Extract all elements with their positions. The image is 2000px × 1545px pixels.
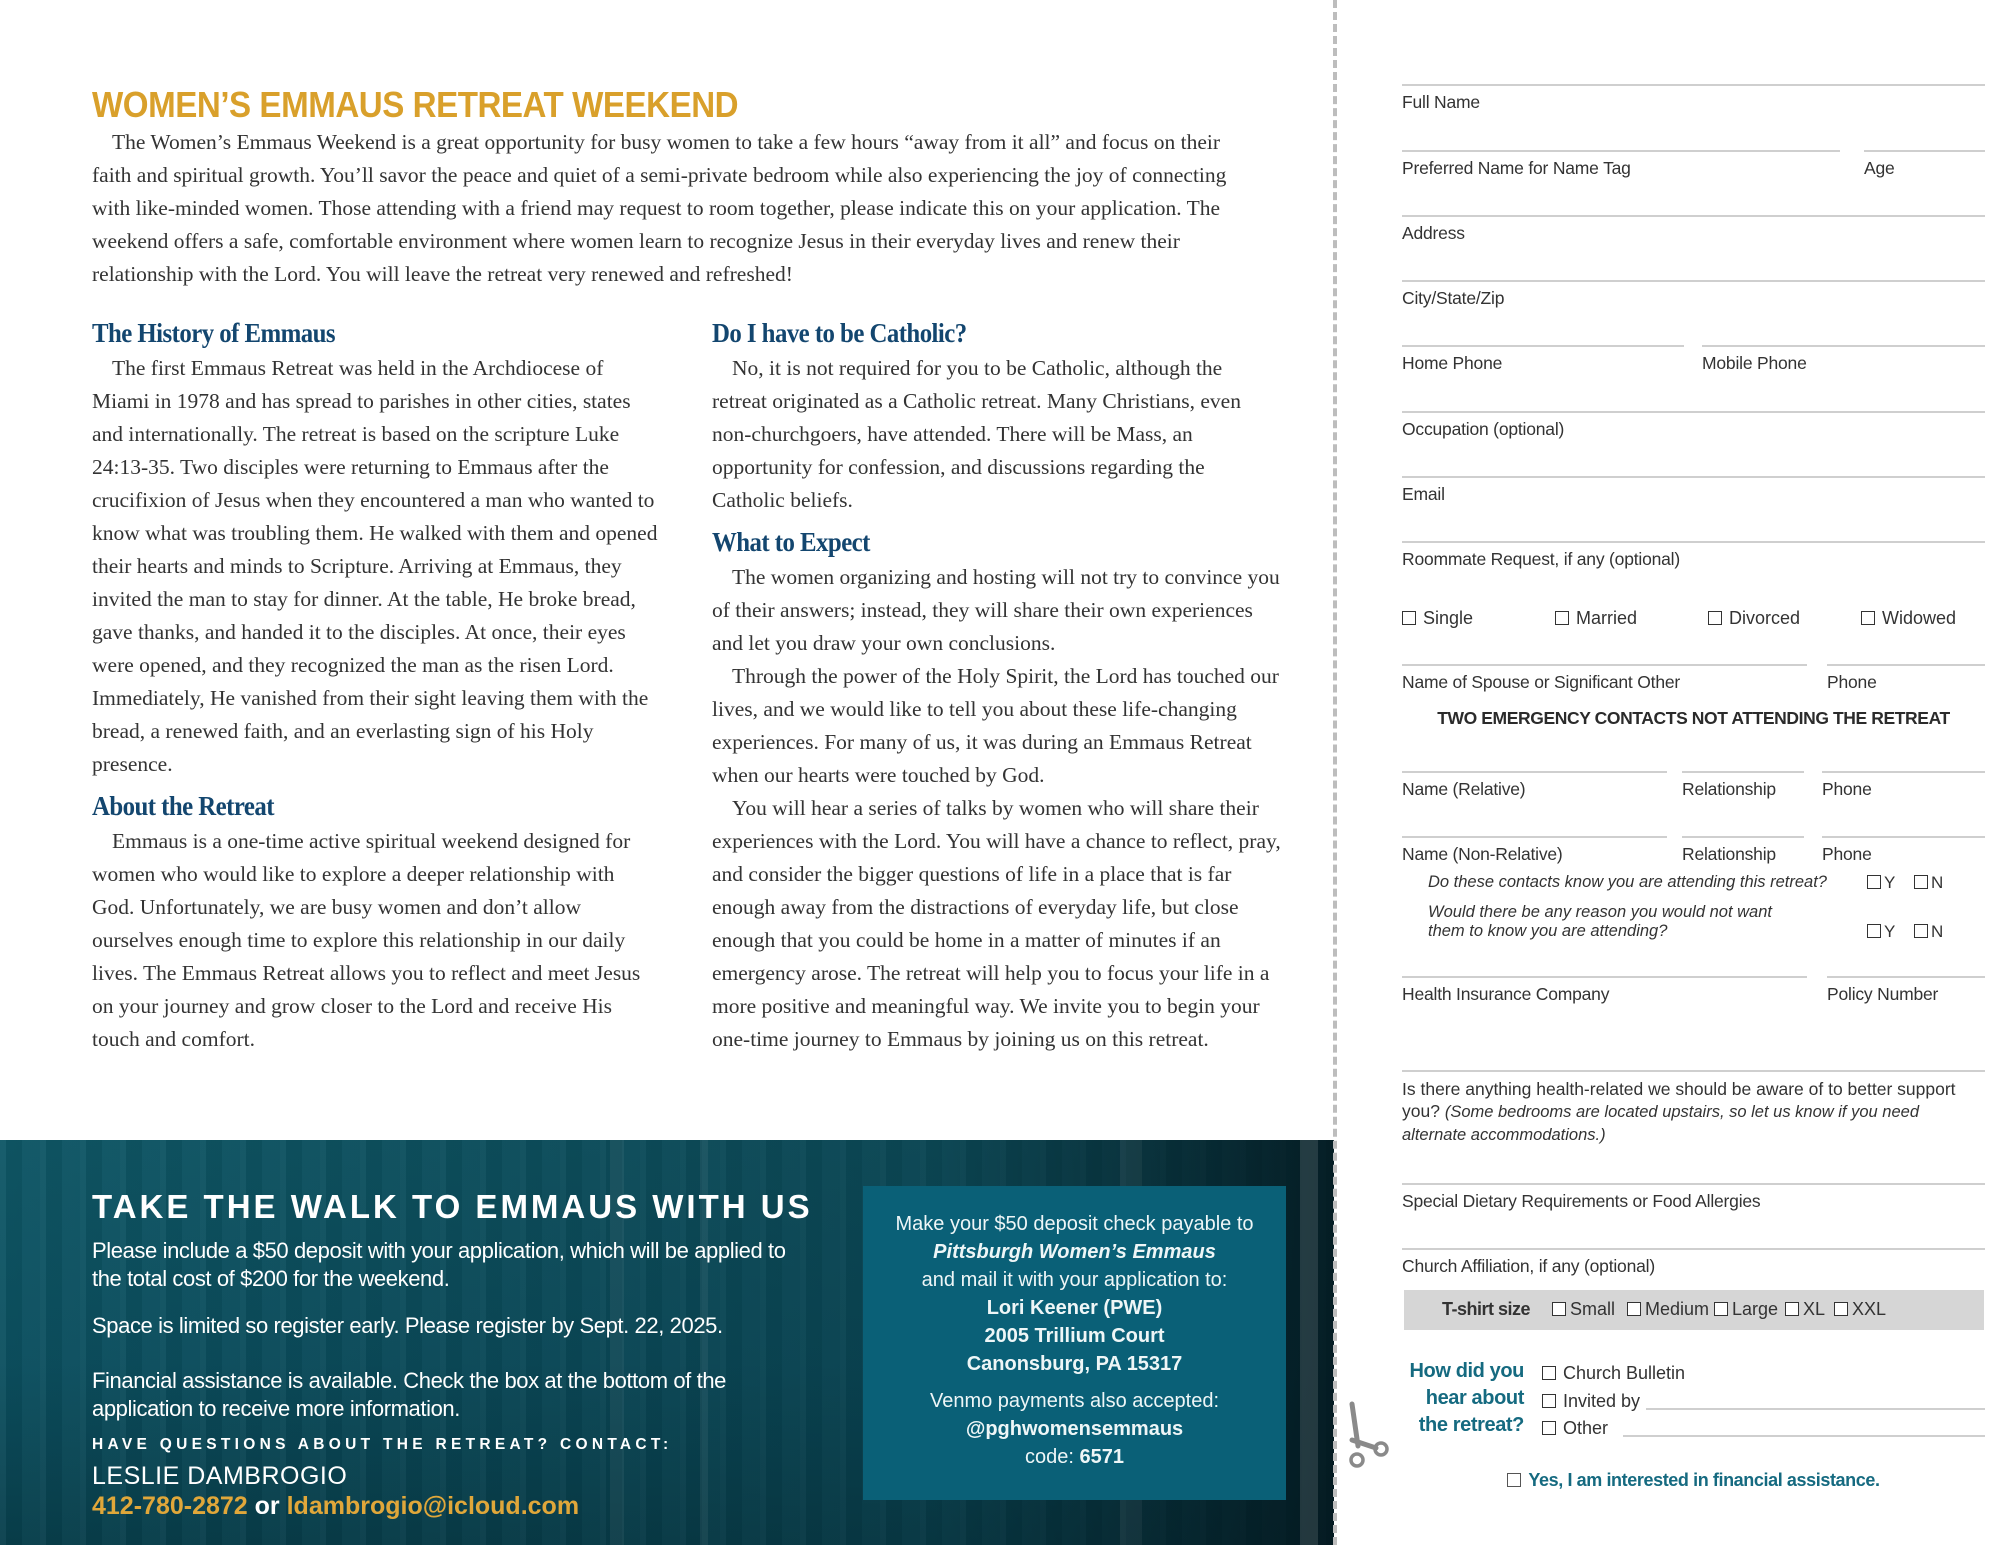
church-affiliation-field[interactable] <box>1402 1248 1985 1277</box>
checkbox-icon <box>1555 611 1569 625</box>
relative-name-field[interactable] <box>1402 771 1667 800</box>
deposit-text: Please include a $50 deposit with your application, which will be applied to the total cost of $200 for the weekend. <box>92 1238 786 1291</box>
mail-address-line: Lori Keener (PWE) <box>986 1297 1163 1319</box>
checkbox-icon <box>1627 1302 1641 1316</box>
hear-invited-by-checkbox[interactable]: Invited by <box>1542 1391 1640 1412</box>
page-title: WOMEN’S EMMAUS RETREAT WEEKEND <box>92 84 739 125</box>
tshirt-xxl-checkbox[interactable]: XXL <box>1834 1299 1886 1320</box>
mail-address-line: 2005 Trillium Court <box>984 1325 1165 1347</box>
hear-church-bulletin-checkbox[interactable]: Church Bulletin <box>1542 1363 1685 1384</box>
checkbox-icon <box>1867 924 1881 938</box>
section-body: You will hear a series of talks by women who will share their experiences with the Lord. You will have a chance to reflect, pray, and consider the bigger questions of life in a place that is far enough away from the distractions of everyday life, but close enough that you could be home in a matter of minutes if an emergency arose. The retreat will help you to focus your life in a more positive and meaningful way. We invite you to begin your one-time journey to Emmaus by joining us on this retreat. <box>712 796 1281 1051</box>
left-column <box>92 316 662 1056</box>
code-label: code: <box>1025 1446 1074 1468</box>
right-column <box>712 316 1282 1056</box>
occupation-field[interactable] <box>1402 411 1985 440</box>
tshirt-large-checkbox[interactable]: Large <box>1714 1299 1778 1320</box>
marital-divorced-checkbox[interactable]: Divorced <box>1708 608 1800 629</box>
section-body: The first Emmaus Retreat was held in the Archdiocese of Miami in 1978 and has spread to parishes in other cities, states and internationally. The retreat is based on the scripture Luke 24:13-35. Two disciples were returning to Emmaus after the crucifixion of Jesus when they encountered a man who wanted to know what was troubling them. He walked with them and opened their hearts and minds to Scripture. Arriving at Emmaus, they invited the man to stay for dinner. At the table, He broke bread, gave thanks, and handed it to the disciples. At once, their eyes were opened, and they recognized the man as the risen Lord. Immediately, He vanished from their sight leaving them with the bread, a renewed faith, and an everlasting sign of his Holy presence. <box>92 356 658 776</box>
tshirt-size-label: T-shirt size <box>1442 1299 1531 1319</box>
field-label: Home Phone <box>1402 353 1503 373</box>
tree-decoration <box>1300 1140 1318 1545</box>
assistance-text: Financial assistance is available. Check the box at the bottom of the application to receive more information. <box>92 1368 726 1421</box>
hear-other-checkbox[interactable]: Other <box>1542 1418 1608 1439</box>
contact-or: or <box>254 1492 280 1520</box>
reason-no-checkbox[interactable]: N <box>1914 922 1943 942</box>
insurance-company-field[interactable] <box>1402 976 1807 1005</box>
section-heading: About the Retreat <box>92 791 274 821</box>
scissors-icon <box>1348 1400 1392 1470</box>
field-label: Address <box>1402 223 1465 243</box>
field-label: Phone <box>1822 779 1872 799</box>
mail-address-line: Canonsburg, PA 15317 <box>966 1353 1183 1375</box>
section-body: Through the power of the Holy Spirit, the Lord has touched our lives, and we would like to tell you about these life-changing experiences. For many of us, it was during an Emmaus Retreat when our hearts were touched by God. <box>712 664 1279 787</box>
mobile-phone-field[interactable] <box>1702 345 1985 374</box>
field-label: Full Name <box>1402 92 1480 112</box>
question-reason-not-know: Would there be any reason you would not want them to know you are attending? <box>1428 903 1772 940</box>
field-label: Phone <box>1822 844 1872 864</box>
marital-single-checkbox[interactable]: Single <box>1402 608 1473 629</box>
checkbox-icon <box>1542 1366 1556 1380</box>
section-expect <box>712 525 1282 1056</box>
checkbox-icon <box>1914 875 1928 889</box>
venmo-handle: @pghwomensemmaus <box>965 1418 1184 1440</box>
field-label: Church Affiliation, if any (optional) <box>1402 1256 1655 1276</box>
field-label: Policy Number <box>1827 984 1939 1004</box>
home-phone-field[interactable] <box>1402 345 1684 374</box>
marital-married-checkbox[interactable]: Married <box>1555 608 1637 629</box>
field-label: Occupation (optional) <box>1402 419 1565 439</box>
tshirt-size-bar <box>1404 1290 1984 1330</box>
venmo-label: Venmo payments also accepted: <box>929 1390 1220 1412</box>
tshirt-small-checkbox[interactable]: Small <box>1552 1299 1615 1320</box>
contact-phone[interactable]: 412-780-2872 <box>92 1492 248 1520</box>
field-label: Relationship <box>1682 779 1776 799</box>
contact-email[interactable]: ldambrogio@icloud.com <box>286 1492 580 1520</box>
dietary-field[interactable] <box>1402 1183 1985 1212</box>
spouse-name-field[interactable] <box>1402 664 1807 693</box>
checkbox-icon <box>1834 1302 1848 1316</box>
payee-name: Pittsburgh Women’s Emmaus <box>933 1241 1216 1263</box>
field-label: Relationship <box>1682 844 1776 864</box>
section-body: No, it is not required for you to be Catholic, although the retreat originated as a Catholic retreat. Many Christians, even non-churchgoers, have attended. There will be Mass, an opportunity for confession, and discussions regarding the Catholic beliefs. <box>712 356 1241 512</box>
section-heading: What to Expect <box>712 527 870 557</box>
roommate-request-field[interactable] <box>1402 541 1985 570</box>
intro-text: The Women’s Emmaus Weekend is a great opportunity for busy women to take a few hours “away from it all” and focus on their faith and spiritual growth. You’ll savor the peace and quiet of a semi-private bedroom while also experiencing the joy of connecting with like-minded women. Those attending with a friend may request to room together, please indicate this on your application. The weekend offers a safe, comfortable environment where women learn to recognize Jesus in their everyday lives and renew their relationship with the Lord. You will leave the retreat very renewed and refreshed! <box>92 130 1227 286</box>
cut-line-divider <box>1333 0 1337 1545</box>
checkbox-icon <box>1867 875 1881 889</box>
payment-line: and mail it with your application to: <box>921 1269 1228 1291</box>
intro-paragraph <box>92 126 1264 291</box>
tshirt-medium-checkbox[interactable]: Medium <box>1627 1299 1709 1320</box>
registration-banner <box>0 1140 1334 1545</box>
other-input[interactable] <box>1623 1435 1985 1437</box>
field-label: Mobile Phone <box>1702 353 1807 373</box>
invited-by-input[interactable] <box>1646 1408 1985 1410</box>
contacts-know-no-checkbox[interactable]: N <box>1914 873 1943 893</box>
nonrelative-phone-field[interactable] <box>1822 836 1985 865</box>
field-label: Email <box>1402 484 1445 504</box>
checkbox-icon <box>1914 924 1928 938</box>
preferred-name-field[interactable] <box>1402 150 1840 179</box>
full-name-field[interactable] <box>1402 84 1985 113</box>
relative-relationship-field[interactable] <box>1682 771 1804 800</box>
field-label: Age <box>1864 158 1895 178</box>
nonrelative-name-field[interactable] <box>1402 836 1667 865</box>
age-field[interactable] <box>1864 150 1985 179</box>
section-heading: Do I have to be Catholic? <box>712 318 967 348</box>
field-label: Health Insurance Company <box>1402 984 1610 1004</box>
section-body: Emmaus is a one-time active spiritual weekend designed for women who would like to explore a deeper relationship with God. Unfortunately, we are busy women and don’t allow ourselves enough time to explore this relationship in our daily lives. The Emmaus Retreat allows you to reflect and meet Jesus on your journey and grow closer to the Lord and receive His touch and comfort. <box>92 829 641 1051</box>
field-label: Name (Relative) <box>1402 779 1526 799</box>
contacts-know-yes-checkbox[interactable]: Y <box>1867 873 1895 893</box>
section-catholic <box>712 316 1282 517</box>
field-label: Preferred Name for Name Tag <box>1402 158 1631 178</box>
hear-about-label: How did you hear about the retreat? <box>1409 1360 1524 1436</box>
address-field[interactable] <box>1402 215 1985 244</box>
reason-yes-checkbox[interactable]: Y <box>1867 922 1895 942</box>
checkbox-icon <box>1708 611 1722 625</box>
tshirt-xl-checkbox[interactable]: XL <box>1785 1299 1825 1320</box>
health-note: (Some bedrooms are located upstairs, so let us know if you need alternate accommodations.) <box>1402 1103 1919 1144</box>
spouse-phone-field[interactable] <box>1827 664 1985 693</box>
checkbox-icon <box>1861 611 1875 625</box>
contact-line <box>92 1492 579 1521</box>
payment-box <box>863 1186 1286 1500</box>
city-state-zip-field[interactable] <box>1402 280 1985 309</box>
section-history <box>92 316 662 781</box>
marital-widowed-checkbox[interactable]: Widowed <box>1861 608 1956 629</box>
banner-heading: TAKE THE WALK TO EMMAUS WITH US <box>92 1188 813 1225</box>
checkbox-icon <box>1542 1421 1556 1435</box>
section-body: The women organizing and hosting will not try to convince you of their answers; instead, they will share their own experiences and let you draw your own conclusions. <box>712 565 1280 655</box>
register-text: Space is limited so register early. Please register by Sept. 22, 2025. <box>92 1313 723 1338</box>
field-label: Special Dietary Requirements or Food Allergies <box>1402 1191 1761 1211</box>
field-label: Phone <box>1827 672 1877 692</box>
health-question-field[interactable] <box>1402 1070 1985 1146</box>
payment-line: Make your $50 deposit check payable to <box>895 1213 1254 1235</box>
checkbox-icon <box>1402 611 1416 625</box>
relative-phone-field[interactable] <box>1822 771 1985 800</box>
field-label: Name (Non-Relative) <box>1402 844 1563 864</box>
section-about <box>92 789 662 1056</box>
checkbox-icon <box>1507 1473 1521 1487</box>
emergency-contacts-heading: TWO EMERGENCY CONTACTS NOT ATTENDING THE RETREAT <box>1437 708 1950 728</box>
checkbox-icon <box>1714 1302 1728 1316</box>
contact-name: LESLIE DAMBROGIO <box>92 1462 348 1490</box>
checkbox-icon <box>1552 1302 1566 1316</box>
code-value: 6571 <box>1079 1446 1124 1468</box>
venmo-code <box>863 1443 1286 1471</box>
field-label: City/State/Zip <box>1402 288 1505 308</box>
field-label: Name of Spouse or Significant Other <box>1402 672 1681 692</box>
field-label: Roommate Request, if any (optional) <box>1402 549 1680 569</box>
email-field[interactable] <box>1402 476 1985 505</box>
nonrelative-relationship-field[interactable] <box>1682 836 1804 865</box>
application-form <box>1402 0 1985 1545</box>
questions-label: HAVE QUESTIONS ABOUT THE RETREAT? CONTACT: <box>92 1436 673 1453</box>
policy-number-field[interactable] <box>1827 976 1985 1005</box>
health-question: Is there anything health-related we should be aware of to better support you? <box>1402 1079 1956 1121</box>
checkbox-icon <box>1785 1302 1799 1316</box>
section-heading: The History of Emmaus <box>92 318 336 348</box>
question-contacts-know: Do these contacts know you are attending this retreat? <box>1428 873 1827 891</box>
checkbox-icon <box>1542 1394 1556 1408</box>
financial-assistance-checkbox[interactable]: Yes, I am interested in financial assistance. <box>1402 1470 1985 1491</box>
